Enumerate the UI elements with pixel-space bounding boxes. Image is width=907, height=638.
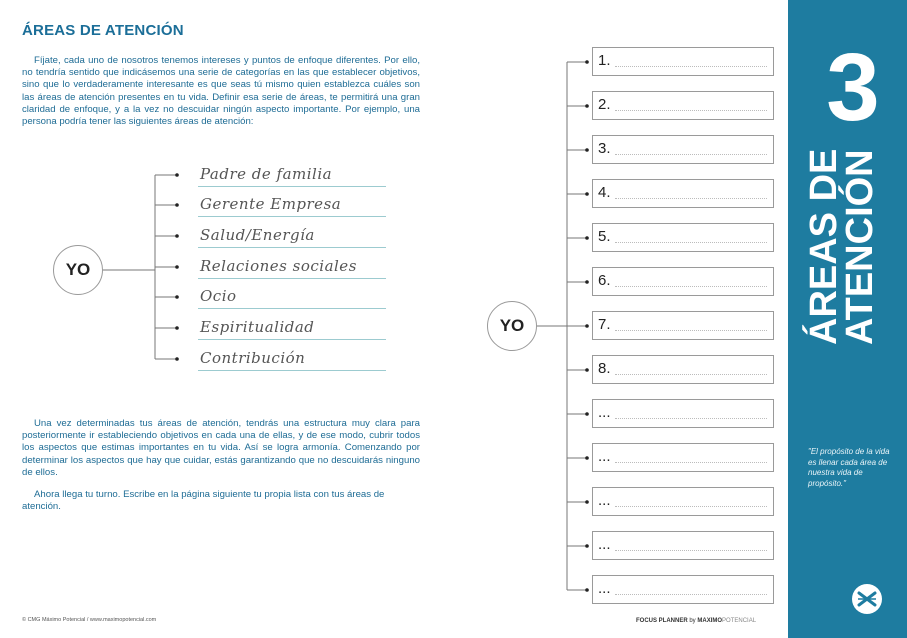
dotted-line xyxy=(615,330,767,331)
example-area-3: Salud/Energía xyxy=(198,224,386,248)
area-number: ... xyxy=(598,580,611,597)
dotted-line xyxy=(615,110,767,111)
connector-dot xyxy=(175,234,179,238)
area-number: 3. xyxy=(598,140,611,157)
connector-dot xyxy=(585,236,589,240)
sidebar-quote: "El propósito de la vida es llenar cada área de nuestra vida de propósito." xyxy=(808,447,890,488)
connector-dot xyxy=(175,173,179,177)
example-area-4: Relaciones sociales xyxy=(198,255,386,279)
connector-dot xyxy=(585,324,589,328)
area-input-box-10[interactable] xyxy=(592,443,774,472)
area-input-box-2[interactable] xyxy=(592,91,774,120)
footer-brand: FOCUS PLANNER xyxy=(636,618,688,624)
example-area-6: Espiritualidad xyxy=(198,316,386,340)
area-number: 7. xyxy=(598,316,611,333)
connector-dot xyxy=(585,456,589,460)
connector-dot xyxy=(175,357,179,361)
dotted-line xyxy=(615,374,767,375)
example-area-2: Gerente Empresa xyxy=(198,193,386,217)
connector-dot xyxy=(585,412,589,416)
area-input-box-1[interactable] xyxy=(592,47,774,76)
area-number: ... xyxy=(598,448,611,465)
area-input-box-5[interactable] xyxy=(592,223,774,252)
area-number: ... xyxy=(598,492,611,509)
area-number: 4. xyxy=(598,184,611,201)
dotted-line xyxy=(615,462,767,463)
footer-maker-2: POTENCIAL xyxy=(722,618,757,624)
dotted-line xyxy=(615,66,767,67)
example-area-5: Ocio xyxy=(198,285,386,309)
connector-dot xyxy=(585,280,589,284)
area-number: 2. xyxy=(598,96,611,113)
dotted-line xyxy=(615,286,767,287)
area-input-box-13[interactable] xyxy=(592,575,774,604)
connector-dot xyxy=(585,588,589,592)
yo-circle-left: YO xyxy=(53,245,103,295)
dotted-line xyxy=(615,242,767,243)
connector-dot xyxy=(585,104,589,108)
connector-dot xyxy=(175,265,179,269)
chapter-number: 3 xyxy=(826,34,880,141)
connector-dot xyxy=(585,192,589,196)
area-input-box-4[interactable] xyxy=(592,179,774,208)
chapter-title-line1: ÁREAS DE xyxy=(803,148,845,345)
area-input-box-8[interactable] xyxy=(592,355,774,384)
paragraph-3: Ahora llega tu turno. Escribe en la página siguiente tu propia lista con tus áreas de atención. xyxy=(22,489,385,513)
footer-maker: MAXIMO xyxy=(697,618,723,624)
example-area-7: Contribución xyxy=(198,347,386,371)
dotted-line xyxy=(615,550,767,551)
paragraph-2: Una vez determinadas tus áreas de atención, tendrás una estructura muy clara para posteriormente ir estableciendo objetivos en cada una de ellas, y de ese modo, cubrir todos los aspectos que estimas importantes en tu vida. Así se logra armonía. Comenzando por determinar los aspectos que hay que cuidar, estás garantizando que no descuidarás ninguno de ellos. xyxy=(22,418,420,478)
dotted-line xyxy=(615,594,767,595)
connector-dot xyxy=(585,368,589,372)
dotted-line xyxy=(615,506,767,507)
area-input-box-9[interactable] xyxy=(592,399,774,428)
connector-dot xyxy=(585,500,589,504)
connector-dot xyxy=(175,295,179,299)
dotted-line xyxy=(615,198,767,199)
chapter-title-line2: ATENCIÓN xyxy=(839,149,881,345)
dotted-line xyxy=(615,418,767,419)
area-number: 5. xyxy=(598,228,611,245)
area-number: 8. xyxy=(598,360,611,377)
chapter-title xyxy=(803,145,881,345)
connector-dot xyxy=(585,60,589,64)
area-input-box-12[interactable] xyxy=(592,531,774,560)
footer-right xyxy=(636,618,756,624)
example-area-1: Padre de familia xyxy=(198,163,386,187)
dotted-line xyxy=(615,154,767,155)
area-number: 6. xyxy=(598,272,611,289)
area-input-box-7[interactable] xyxy=(592,311,774,340)
connector-dot xyxy=(175,326,179,330)
page-title: ÁREAS DE ATENCIÓN xyxy=(22,22,184,39)
connector-dot xyxy=(175,203,179,207)
area-input-box-11[interactable] xyxy=(592,487,774,516)
connector-dot xyxy=(585,544,589,548)
yo-circle-right: YO xyxy=(487,301,537,351)
area-input-box-3[interactable] xyxy=(592,135,774,164)
connector-dot xyxy=(585,148,589,152)
area-number: ... xyxy=(598,404,611,421)
intro-paragraph: Fíjate, cada uno de nosotros tenemos intereses y puntos de enfoque diferentes. Por ello, no tendría sentido que indicásemos una serie de categorías en las que establecer objetivos, sino que lo verdaderamente interesante es que seas tú mismo quien establezca cuáles son las áreas de atención presentes en tu vida. Definir esa serie de áreas, te permitirá una gran claridad de enfoque, y a la vez no descuidar ningún aspecto importante. Por ejemplo, una persona podría tener las siguientes áreas de atención: xyxy=(22,55,420,128)
compass-star-icon xyxy=(852,584,882,614)
footer-left: © CMG Máximo Potencial / www.maximopotencial.com xyxy=(22,617,157,623)
area-number: 1. xyxy=(598,52,611,69)
area-input-box-6[interactable] xyxy=(592,267,774,296)
footer-by: by xyxy=(689,618,696,624)
area-number: ... xyxy=(598,536,611,553)
